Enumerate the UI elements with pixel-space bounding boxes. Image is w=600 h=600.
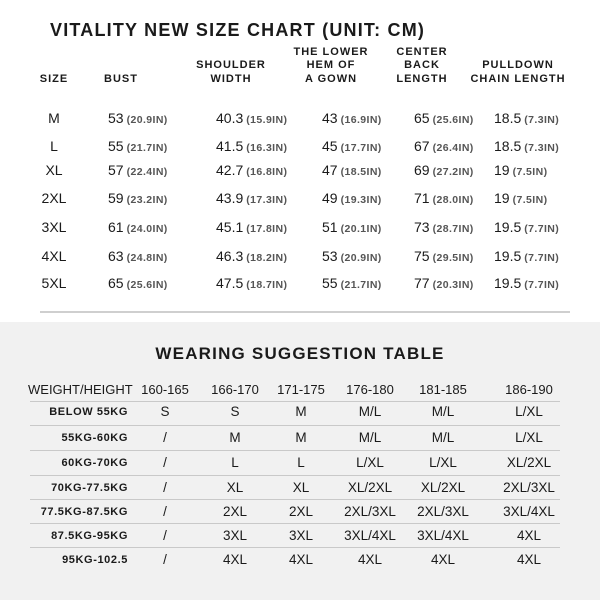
inch-value: (17.3IN) [246,194,288,206]
inch-value: (25.6IN) [126,279,168,291]
suggested-size: M [295,404,307,419]
inch-value: (26.4IN) [432,142,474,154]
size-value-bust [108,109,168,129]
cm-value: 75 [414,248,430,264]
inch-value: (20.3IN) [432,279,474,291]
size-value-hem [322,189,382,209]
suggested-size: XL/2XL [506,455,552,470]
size-value-hem [322,161,382,181]
inch-value: (18.5IN) [340,166,382,178]
size-value-shoulder [216,218,287,238]
weight-label: 60KG-70KG [61,457,128,469]
suggested-size: 3XL/4XL [417,528,469,543]
inch-value: (27.2IN) [432,166,474,178]
cm-value: 19 [494,162,510,178]
cm-value: 45.1 [216,219,244,235]
weight-label: 95KG-102.5 [62,554,128,566]
inch-value: (25.6IN) [432,114,474,126]
suggested-size: / [163,504,167,519]
cm-value: 55 [108,138,124,154]
size-value-chain [494,161,547,181]
size-value-shoulder [216,247,287,267]
size-chart-header: THE LOWER HEM OF A GOWN [293,45,369,85]
inch-value: (21.7IN) [340,279,382,291]
inch-value: (29.5IN) [432,252,474,264]
suggested-size: M/L [358,404,382,419]
cm-value: 65 [414,110,430,126]
inch-value: (23.2IN) [126,194,168,206]
size-value-bust [108,137,168,157]
inch-value: (21.7IN) [126,142,168,154]
inch-value: (16.9IN) [340,114,382,126]
cm-value: 67 [414,138,430,154]
cm-value: 53 [322,248,338,264]
suggested-size: / [163,528,167,543]
size-value-shoulder [216,137,287,157]
size-value-hem [322,109,382,129]
cm-value: 45 [322,138,338,154]
size-value-chain [494,274,559,294]
cm-value: 41.5 [216,138,244,154]
cm-value: 73 [414,219,430,235]
inch-value: (16.3IN) [246,142,288,154]
cm-value: 59 [108,190,124,206]
cm-value: 51 [322,219,338,235]
suggested-size: 3XL [222,528,248,543]
suggested-size: 2XL [222,504,248,519]
size-chart-header: PULLDOWN CHAIN LENGTH [470,59,566,85]
inch-value: (20.1IN) [340,223,382,235]
size-value-back [414,247,474,267]
size-value-back [414,189,474,209]
row-separator [30,547,560,548]
size-value-hem [322,274,382,294]
cm-value: 47.5 [216,275,244,291]
weight-height-corner: WEIGHT/HEIGHT [28,382,133,397]
inch-value: (7.7IN) [524,279,560,291]
inch-value: (7.3IN) [524,114,560,126]
cm-value: 69 [414,162,430,178]
cm-value: 47 [322,162,338,178]
size-chart-header: SHOULDER WIDTH [196,59,266,85]
size-chart-header: BUST [104,72,138,85]
weight-label: BELOW 55KG [49,406,128,418]
height-header: 160-165 [141,382,189,397]
size-value-back [414,161,474,181]
size-chart-title: VITALITY NEW SIZE CHART (UNIT: CM) [50,20,426,40]
suggested-size: L/XL [356,455,384,470]
inch-value: (7.3IN) [524,142,560,154]
suggested-size: 4XL [222,552,248,567]
size-label: 4XL [41,248,67,264]
suggested-size: XL [292,480,310,495]
row-separator [30,523,560,524]
size-value-bust [108,189,168,209]
size-value-chain [494,189,547,209]
cm-value: 71 [414,190,430,206]
wearing-table-title: WEARING SUGGESTION TABLE [155,344,445,363]
inch-value: (18.7IN) [246,279,288,291]
inch-value: (24.8IN) [126,252,168,264]
suggested-size: / [163,480,167,495]
suggested-size: 3XL [288,528,314,543]
size-chart-header: SIZE [39,72,69,85]
cm-value: 19.5 [494,219,522,235]
row-separator [30,475,560,476]
height-header: 176-180 [346,382,394,397]
size-value-back [414,274,474,294]
cm-value: 42.7 [216,162,244,178]
size-label: M [48,110,60,126]
cm-value: 43 [322,110,338,126]
suggested-size: XL/2XL [347,480,393,495]
row-separator [30,401,560,402]
size-value-bust [108,247,168,267]
suggested-size: S [160,404,170,419]
inch-value: (19.3IN) [340,194,382,206]
cm-value: 18.5 [494,138,522,154]
suggested-size: 4XL [516,528,542,543]
inch-value: (18.2IN) [246,252,288,264]
suggested-size: 4XL [516,552,542,567]
cm-value: 55 [322,275,338,291]
size-label: L [50,138,58,154]
suggested-size: 3XL/4XL [344,528,396,543]
height-header: 186-190 [505,382,553,397]
suggested-size: 2XL/3XL [503,480,555,495]
size-chart-header: CENTER BACK LENGTH [396,45,448,85]
inch-value: (15.9IN) [246,114,288,126]
size-value-bust [108,218,168,238]
suggested-size: XL/2XL [420,480,466,495]
cm-value: 65 [108,275,124,291]
weight-label: 87.5KG-95KG [51,530,128,542]
inch-value: (28.0IN) [432,194,474,206]
size-value-chain [494,247,559,267]
suggested-size: L/XL [429,455,457,470]
cm-value: 57 [108,162,124,178]
inch-value: (22.4IN) [126,166,168,178]
inch-value: (7.7IN) [524,223,560,235]
suggested-size: XL [226,480,244,495]
size-value-chain [494,137,559,157]
height-header: 181-185 [419,382,467,397]
row-separator [30,499,560,500]
inch-value: (16.8IN) [246,166,288,178]
weight-label: 77.5KG-87.5KG [40,506,128,518]
cm-value: 19 [494,190,510,206]
suggested-size: M/L [431,430,455,445]
row-separator [30,425,560,426]
cm-value: 63 [108,248,124,264]
size-value-shoulder [216,161,287,181]
size-label: 3XL [41,219,67,235]
row-separator [30,450,560,451]
height-header: 166-170 [211,382,259,397]
cm-value: 43.9 [216,190,244,206]
cm-value: 53 [108,110,124,126]
cm-value: 19.5 [494,275,522,291]
suggested-size: L [297,455,305,470]
suggested-size: / [163,430,167,445]
size-value-shoulder [216,189,287,209]
suggested-size: S [230,404,240,419]
height-header: 171-175 [277,382,325,397]
suggested-size: 4XL [288,552,314,567]
size-value-hem [322,137,382,157]
suggested-size: 4XL [430,552,456,567]
suggested-size: / [163,552,167,567]
size-value-chain [494,109,559,129]
inch-value: (7.5IN) [512,166,548,178]
size-label: 2XL [41,190,67,206]
cm-value: 18.5 [494,110,522,126]
cm-value: 77 [414,275,430,291]
size-value-bust [108,161,168,181]
size-value-hem [322,218,382,238]
size-value-hem [322,247,382,267]
size-value-chain [494,218,559,238]
size-label: XL [45,162,63,178]
cm-value: 49 [322,190,338,206]
inch-value: (20.9IN) [126,114,168,126]
suggested-size: 2XL/3XL [344,504,396,519]
suggested-size: M/L [358,430,382,445]
inch-value: (17.7IN) [340,142,382,154]
cm-value: 40.3 [216,110,244,126]
size-value-back [414,137,474,157]
cm-value: 61 [108,219,124,235]
inch-value: (28.7IN) [432,223,474,235]
cm-value: 46.3 [216,248,244,264]
suggested-size: 2XL [288,504,314,519]
inch-value: (7.7IN) [524,252,560,264]
suggested-size: L/XL [515,430,543,445]
size-value-bust [108,274,168,294]
suggested-size: M/L [431,404,455,419]
suggested-size: M [229,430,241,445]
section-divider [40,311,570,313]
inch-value: (7.5IN) [512,194,548,206]
inch-value: (17.8IN) [246,223,288,235]
suggested-size: M [295,430,307,445]
weight-label: 70KG-77.5KG [51,482,128,494]
inch-value: (24.0IN) [126,223,168,235]
suggested-size: / [163,455,167,470]
suggested-size: L [231,455,239,470]
inch-value: (20.9IN) [340,252,382,264]
size-value-shoulder [216,274,287,294]
size-label: 5XL [41,275,67,291]
suggested-size: 4XL [357,552,383,567]
size-value-back [414,218,474,238]
suggested-size: 3XL/4XL [503,504,555,519]
weight-label: 55KG-60KG [61,432,128,444]
cm-value: 19.5 [494,248,522,264]
suggested-size: 2XL/3XL [417,504,469,519]
size-value-shoulder [216,109,287,129]
suggested-size: L/XL [515,404,543,419]
size-value-back [414,109,474,129]
